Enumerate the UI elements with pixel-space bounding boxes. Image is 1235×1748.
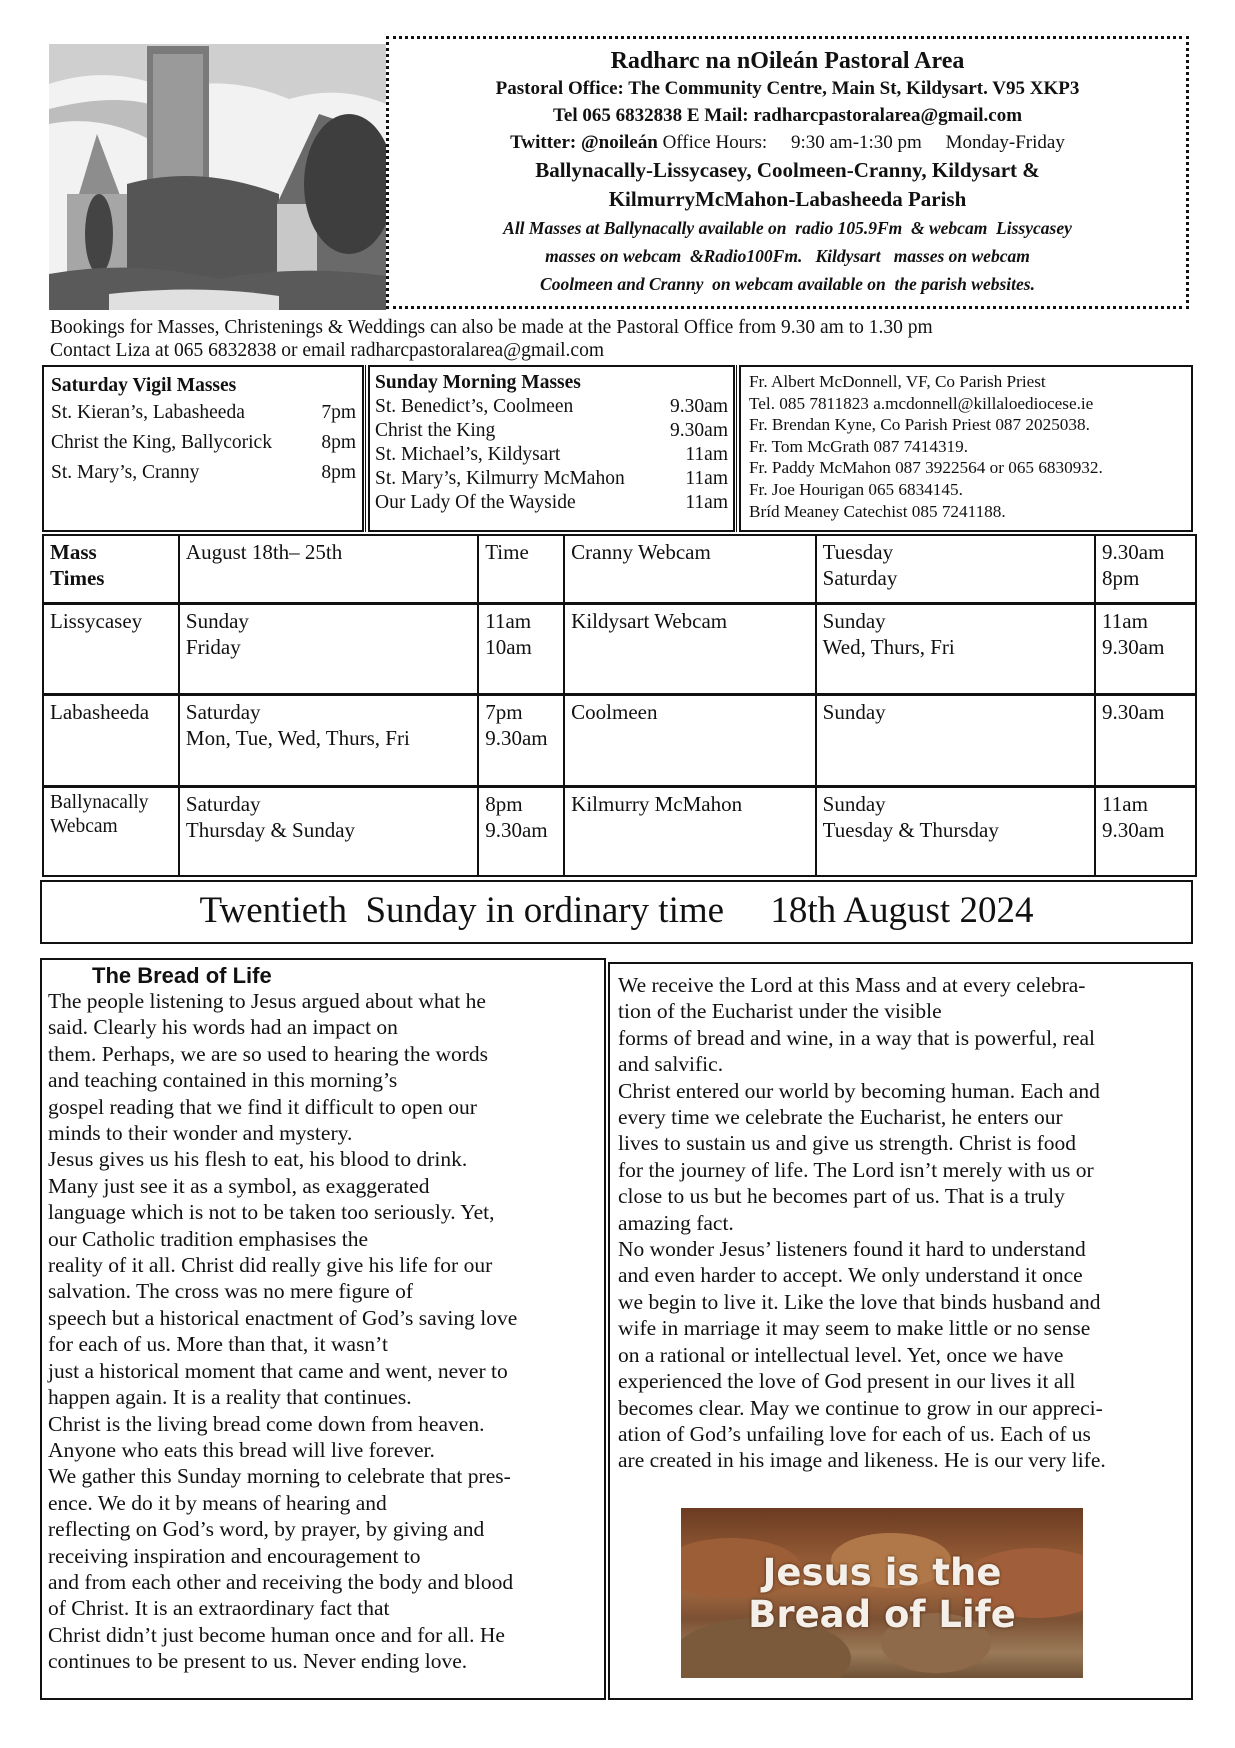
clergy-line: Fr. Brendan Kyne, Co Parish Priest 087 2025038. [749,415,1090,435]
sunday-item [375,467,728,491]
article-line: salvation. The cross was no mere figure of [48,1279,413,1304]
article-line: No wonder Jesus’ listeners found it hard to understand [618,1237,1086,1262]
clergy-line: Fr. Joe Hourigan 065 6834145. [749,479,963,499]
table-cell: Tuesday Saturday [816,535,1095,603]
article-line: and teaching contained in this morning’s [48,1068,398,1093]
broadcast-line-1: All Masses at Ballynacally available on radio 105.9Fm & webcam Lissycasey [503,218,1072,238]
article-line: reflecting on God’s word, by prayer, by giving and [48,1517,485,1542]
article-body-left [48,988,598,1675]
table-cell: Kilmurry McMahon [564,786,816,876]
article-line: ation of God’s unfailing love for each of us. Each of us [618,1421,1091,1446]
table-cell: 9.30am 8pm [1095,535,1196,603]
table-cell: 9.30am [1095,694,1196,786]
article-line: said. Clearly his words had an impact on [48,1015,398,1040]
sunday-heading: Sunday Morning Masses [375,372,581,393]
article-line: amazing fact. [618,1210,734,1235]
bookings-line-1: Bookings for Masses, Christenings & Weddings can also be made at the Pastoral Office from 9.30 am to 1.30 pm [50,317,933,338]
article-line: Christ is the living bread come down from heaven. [48,1411,485,1436]
clergy-line: Bríd Meaney Catechist 085 7241188. [749,501,1006,521]
office-hours-line [389,129,1186,156]
sunday-place: St. Mary’s, Kilmurry McMahon [375,468,625,489]
office-contact: Tel 065 6832838 E Mail: radharcpastoralarea@gmail.com [552,105,1023,126]
bookings-line-2: Contact Liza at 065 6832838 or email radharcpastoralarea@gmail.com [50,340,604,361]
vigil-place: St. Mary’s, Cranny [51,462,200,483]
sunday-item [375,443,728,467]
table-header-row [43,535,1196,603]
table-cell: 11am 9.30am [1095,786,1196,876]
table-cell: Time [478,535,564,603]
table-cell: 7pm 9.30am [478,694,564,786]
image-caption-line-2: Bread of Life [748,1593,1016,1636]
article-body-right [618,972,1185,1474]
clergy-line: Tel. 085 7811823 a.mcdonnell@killaloediocese.ie [749,393,1094,413]
pastoral-area-title: Radharc na nOileán Pastoral Area [610,48,965,74]
vigil-heading: Saturday Vigil Masses [51,375,237,396]
article-heading: The Bread of Life [92,963,272,988]
article-line: We gather this Sunday morning to celebrate that pres- [48,1464,511,1489]
sunday-place: St. Benedict’s, Coolmeen [375,396,574,417]
vigil-time: 8pm [321,462,356,483]
article-line: speech but a historical enactment of God’s saving love [48,1305,518,1330]
article-line: forms of bread and wine, in a way that is powerful, real [618,1025,1096,1050]
article-line: happen again. It is a reality that continues. [48,1385,412,1410]
broadcast-line-3: Coolmeen and Cranny on webcam available on the parish websites. [540,274,1035,294]
article-line: and salvific. [618,1052,724,1077]
saturday-vigil-masses-box [42,365,364,532]
article-line: and even harder to accept. We only understand it once [618,1263,1083,1288]
clergy-line: Fr. Albert McDonnell, VF, Co Parish Priest [749,372,1046,391]
article-line: becomes clear. May we continue to grow in our appreci- [618,1395,1103,1420]
article-line: gospel reading that we find it difficult to open our [48,1094,477,1119]
table-cell: Sunday [816,694,1095,786]
article-line: The people listening to Jesus argued about what he [48,989,486,1013]
vigil-item [51,398,362,428]
table-cell: Ballynacally Webcam [43,786,179,876]
article-line: for the journey of life. The Lord isn’t merely with us or [618,1157,1094,1182]
sunday-item [375,395,728,419]
table-cell: Lissycasey [43,603,179,694]
table-cell: 11am 10am [478,603,564,694]
liturgical-title-banner: Twentieth Sunday in ordinary time 18th August 2024 [40,880,1193,944]
church-ruins-illustration [49,44,386,310]
article-line: tion of the Eucharist under the visible [618,999,942,1024]
article-line: and from each other and receiving the body and blood [48,1569,514,1594]
table-row [43,603,1196,694]
table-cell: Sunday Wed, Thurs, Fri [816,603,1095,694]
sunday-morning-masses-box [368,365,735,532]
broadcast-line-2: masses on webcam &Radio100Fm. Kildysart masses on webcam [545,246,1030,266]
table-row [43,694,1196,786]
article-line: Christ entered our world by becoming human. Each and [618,1078,1100,1103]
article-line: Jesus gives us his flesh to eat, his blood to drink. [48,1147,468,1172]
sunday-time: 9.30am [670,396,728,417]
table-cell: Sunday Friday [179,603,478,694]
article-line: lives to sustain us and give us strength. Christ is food [618,1131,1077,1156]
article-line: receiving inspiration and encouragement to [48,1543,421,1568]
sunday-place: St. Michael’s, Kildysart [375,444,561,465]
sunday-time: 11am [685,492,728,513]
article-line: just a historical moment that came and went, never to [48,1358,508,1383]
article-line: of Christ. It is an extraordinary fact that [48,1596,390,1621]
vigil-place: St. Kieran’s, Labasheeda [51,402,245,423]
image-caption-line-1: Jesus is the [762,1551,1002,1594]
vigil-item [51,428,362,458]
clergy-contacts-box [739,365,1193,532]
table-cell: Cranny Webcam [564,535,816,603]
table-cell: Saturday Mon, Tue, Wed, Thurs, Fri [179,694,478,786]
twitter-handle[interactable]: Twitter: @noileán [510,132,658,153]
vigil-place: Christ the King, Ballycorick [51,432,272,453]
article-line: our Catholic tradition emphasises the [48,1226,369,1251]
sunday-item [375,419,728,443]
vigil-item [51,458,362,488]
vigil-time: 8pm [321,432,356,453]
article-line: language which is not to be taken too seriously. Yet, [48,1200,495,1225]
article-line: every time we celebrate the Eucharist, he enters our [618,1105,1063,1130]
table-cell: Kildysart Webcam [564,603,816,694]
article-line: continues to be present to us. Never ending love. [48,1649,468,1674]
article-line: minds to their wonder and mystery. [48,1121,353,1146]
article-line: them. Perhaps, we are so used to hearing the words [48,1041,489,1066]
office-hours: Office Hours: 9:30 am-1:30 pm Monday-Friday [657,132,1065,153]
table-cell: Coolmeen [564,694,816,786]
sunday-item [375,491,728,515]
table-cell: 11am 9.30am [1095,603,1196,694]
table-cell: Saturday Thursday & Sunday [179,786,478,876]
sunday-place: Christ the King [375,420,496,441]
sunday-time: 11am [685,444,728,465]
parishes-line-2: KilmurryMcMahon-Labasheeda Parish [608,187,967,211]
table-cell: Mass Times [43,535,179,603]
article-line: reality of it all. Christ did really give his life for our [48,1253,493,1278]
article-line: Christ didn’t just become human once and for all. He [48,1622,505,1647]
table-cell: Sunday Tuesday & Thursday [816,786,1095,876]
article-line: wife in marriage it may seem to make little or no sense [618,1316,1091,1341]
pastoral-office-address: Pastoral Office: The Community Centre, Main St, Kildysart. V95 XKP3 [495,78,1080,99]
table-cell: Labasheeda [43,694,179,786]
article-line: Many just see it as a symbol, as exaggerated [48,1173,430,1198]
parishes-line-1: Ballynacally-Lissycasey, Coolmeen-Cranny, Kildysart & [535,158,1040,182]
pastoral-area-header [386,36,1189,309]
vigil-time: 7pm [321,402,356,423]
table-row [43,786,1196,876]
article-line: are created in his image and likeness. He is our very life. [618,1448,1106,1473]
mass-times-table [42,534,1197,877]
table-cell: August 18th– 25th [179,535,478,603]
sunday-place: Our Lady Of the Wayside [375,492,576,513]
article-line: ence. We do it by means of hearing and [48,1490,387,1515]
article-line: for each of us. More than that, it wasn’t [48,1332,388,1357]
article-line: experienced the love of God present in our lives it all [618,1369,1076,1394]
clergy-line: Fr. Paddy McMahon 087 3922564 or 065 6830932. [749,458,1103,478]
sunday-time: 11am [685,468,728,489]
clergy-line: Fr. Tom McGrath 087 7414319. [749,436,969,456]
article-line: We receive the Lord at this Mass and at every celebra- [618,973,1086,997]
divider [736,365,738,532]
article-line: close to us but he becomes part of us. That is a truly [618,1184,1065,1209]
divider [365,365,367,532]
article-line: Anyone who eats this bread will live forever. [48,1437,435,1462]
bread-of-life-article [40,958,606,1700]
bookings-notice [50,316,933,362]
article-line: we begin to live it. Like the love that binds husband and [618,1289,1101,1314]
sunday-time: 9.30am [670,420,728,441]
bread-of-life-image [681,1508,1083,1678]
table-cell: 8pm 9.30am [478,786,564,876]
article-line: on a rational or intellectual level. Yet, once we have [618,1342,1064,1367]
